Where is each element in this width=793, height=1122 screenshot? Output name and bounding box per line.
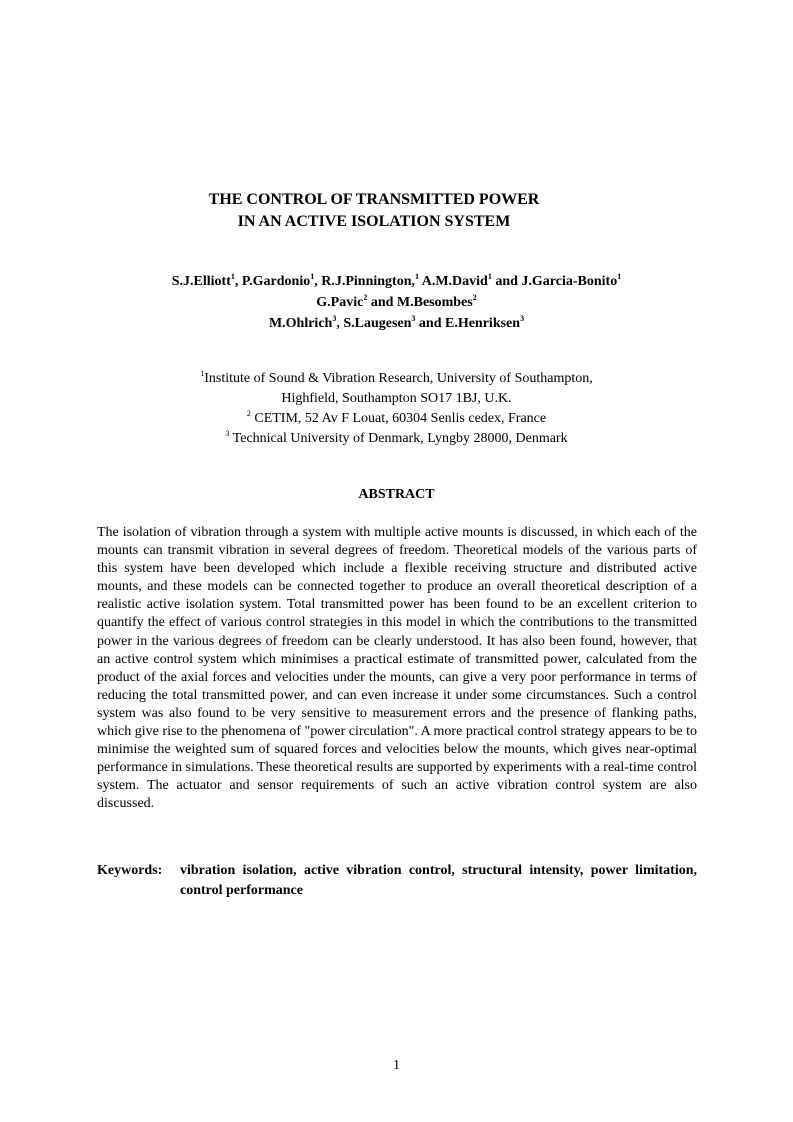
author-line-2 <box>0 292 793 313</box>
author-line-3 <box>0 313 793 334</box>
author-affiliation-marker: 1 <box>487 272 492 281</box>
author-name: A.M.David <box>421 274 488 289</box>
author-affiliation-marker: 1 <box>230 272 235 281</box>
author-name: G.Pavic <box>316 295 364 310</box>
paper-title <box>0 189 748 233</box>
page-number: 1 <box>393 1058 400 1073</box>
affiliation-3 <box>0 429 793 449</box>
title-line-1: THE CONTROL OF TRANSMITTED POWER <box>208 191 540 208</box>
affiliations <box>0 369 793 449</box>
author-name: R.J.Pinnington, <box>321 274 415 289</box>
keywords-text: vibration isolation, active vibration control, structural intensity, power limitation, control performance <box>180 863 697 898</box>
author-separator: , <box>234 274 242 289</box>
keywords-section <box>97 861 697 901</box>
author-separator: and <box>415 316 445 331</box>
author-affiliation-marker: 3 <box>411 314 416 323</box>
author-name: P.Gardonio <box>241 274 311 289</box>
author-affiliation-marker: 1 <box>414 272 419 281</box>
author-name: S.J.Elliott <box>171 274 231 289</box>
affiliation-marker: 3 <box>225 429 230 438</box>
author-list <box>0 271 793 334</box>
affiliation-1-line-1 <box>0 369 793 389</box>
author-name: S.Laugesen <box>343 316 412 331</box>
affiliation-text: CETIM, 52 Av F Louat, 60304 Senlis cedex, France <box>250 411 547 426</box>
author-name: M.Ohlrich <box>268 316 333 331</box>
author-name: J.Garcia-Bonito <box>521 274 618 289</box>
author-separator: , <box>314 274 322 289</box>
author-affiliation-marker: 2 <box>472 293 477 302</box>
affiliation-marker: 1 <box>200 369 205 378</box>
affiliation-text: Technical University of Denmark, Lyngby 28000, Denmark <box>229 431 568 446</box>
author-affiliation-marker: 2 <box>363 293 368 302</box>
affiliation-marker: 2 <box>246 409 251 418</box>
author-separator: , <box>336 316 344 331</box>
keywords-label: Keywords: <box>97 863 163 878</box>
abstract-heading: ABSTRACT <box>358 487 435 502</box>
author-affiliation-marker: 3 <box>332 314 337 323</box>
affiliation-text: Institute of Sound & Vibration Research, University of Southampton, <box>204 371 593 386</box>
author-name: M.Besombes <box>396 295 473 310</box>
author-separator: and <box>491 274 522 289</box>
abstract-body: The isolation of vibration through a system with multiple active mounts is discussed, in which each of the mounts can transmit vibration in several degrees of freedom. Theoretical models of the various parts of this system have been developed which include a flexible receiving structure and distributed active mounts, and these models can be connected together to produce an overall theoretical description of a realistic active isolation system. Total transmitted power has been found to be an excellent criterion to quantify the effect of various control strategies in this model in which the contributions to the transmitted power in the various degrees of freedom can be clearly understood. It has also been found, however, that an active control system which minimises a practical estimate of transmitted power, calculated from the product of the axial forces and velocities under the mounts, can give a very poor performance in terms of reducing the total transmitted power, and can even increase it under some circumstances. Such a control system was also found to be very sensitive to measurement errors and the presence of flanking paths, which give rise to the phenomena of "power circulation". A more practical control strategy appears to be to minimise the weighted sum of squared forces and velocities below the mounts, which gives near-optimal performance in simulations. These theoretical results are supported by experiments with a real-time control system. The actuator and sensor requirements of such an active vibration control system are also discussed. <box>97 525 697 812</box>
author-line-1 <box>0 271 793 292</box>
author-affiliation-marker: 1 <box>617 272 622 281</box>
affiliation-2 <box>0 409 793 429</box>
author-name: E.Henriksen <box>444 316 521 331</box>
keywords-row <box>97 861 697 901</box>
affiliation-1-line-2: Highfield, Southampton SO17 1BJ, U.K. <box>281 391 512 406</box>
author-affiliation-marker: 3 <box>520 314 525 323</box>
author-separator: and <box>367 295 397 310</box>
title-line-2: IN AN ACTIVE ISOLATION SYSTEM <box>237 213 511 230</box>
author-affiliation-marker: 1 <box>310 272 315 281</box>
